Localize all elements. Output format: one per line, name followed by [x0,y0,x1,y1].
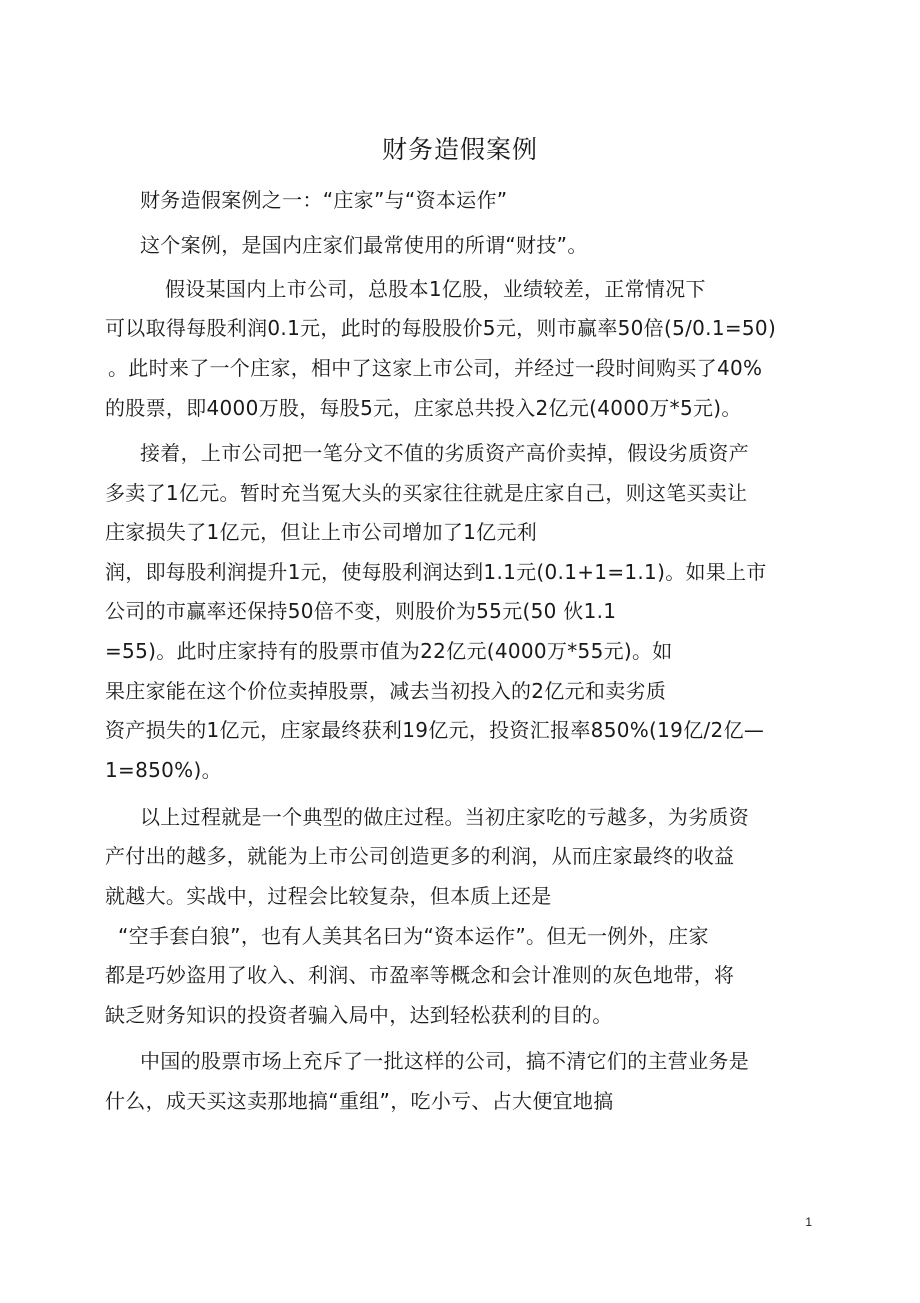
paragraph-line: 缺乏财务知识的投资者骗入局中，达到轻松获利的目的。 [105,1003,613,1027]
document-title: 财务造假案例 [381,135,538,164]
paragraph-line: 资产损失的1亿元，庄家最终获利19亿元，投资汇报率850%(19亿/2亿— [105,718,765,742]
paragraph-line: 可以取得每股利润0.1元，此时的每股股价5元，则市赢率50倍(5/0.1=50) [105,316,777,340]
paragraph-line: 润，即每股利润提升1元，使每股利润达到1.1元(0.1+1=1.1)。如果上市 [105,560,767,584]
paragraph-line: 就越大。实战中，过程会比较复杂，但本质上还是 [105,884,552,908]
paragraph-line: 公司的市赢率还保持50倍不变，则股价为55元(50 伙1.1 [105,599,617,623]
paragraph-line: 果庄家能在这个价位卖掉股票，减去当初投入的2亿元和卖劣质 [105,679,667,703]
paragraph-line: 财务造假案例之一：“庄家”与“资本运作” [140,188,508,212]
paragraph-line: 1=850%)。 [105,758,222,782]
paragraph-line: “空手套白狼”，也有人美其名曰为“资本运作”。但无一例外，庄家 [118,924,709,948]
paragraph-line: 都是巧妙盗用了收入、利润、市盈率等概念和会计准则的灰色地带，将 [105,963,735,987]
paragraph-line: 接着，上市公司把一笔分文不值的劣质资产高价卖掉，假设劣质资产 [140,441,749,465]
page-number: 1 [805,1215,812,1229]
paragraph-line: 庄家损失了1亿元，但让上市公司增加了1亿元利 [105,520,538,544]
paragraph-line: 产付出的越多，就能为上市公司创造更多的利润，从而庄家最终的收益 [105,844,735,868]
paragraph-line: 这个案例，是国内庄家们最常使用的所谓“财技”。 [140,233,588,257]
paragraph-line: 中国的股票市场上充斥了一批这样的公司，搞不清它们的主营业务是 [140,1049,749,1073]
paragraph-line: 。此时来了一个庄家，相中了这家上市公司，并经过一段时间购买了40% [108,356,763,380]
paragraph-line: 假设某国内上市公司，总股本1亿股，业绩较差，正常情况下 [165,277,706,301]
paragraph-line: 多卖了1亿元。暂时充当冤大头的买家往往就是庄家自己，则这笔买卖让 [105,481,748,505]
paragraph-line: 以上过程就是一个典型的做庄过程。当初庄家吃的亏越多，为劣质资 [140,805,749,829]
paragraph-line: 什么，成天买这卖那地搞“重组”，吃小亏、占大便宜地搞 [105,1089,614,1113]
paragraph-line: =55)。此时庄家持有的股票市值为22亿元(4000万*55元)。如 [105,639,673,663]
paragraph-line: 的股票，即4000万股，每股5元，庄家总共投入2亿元(4000万*5元)。 [105,396,742,420]
